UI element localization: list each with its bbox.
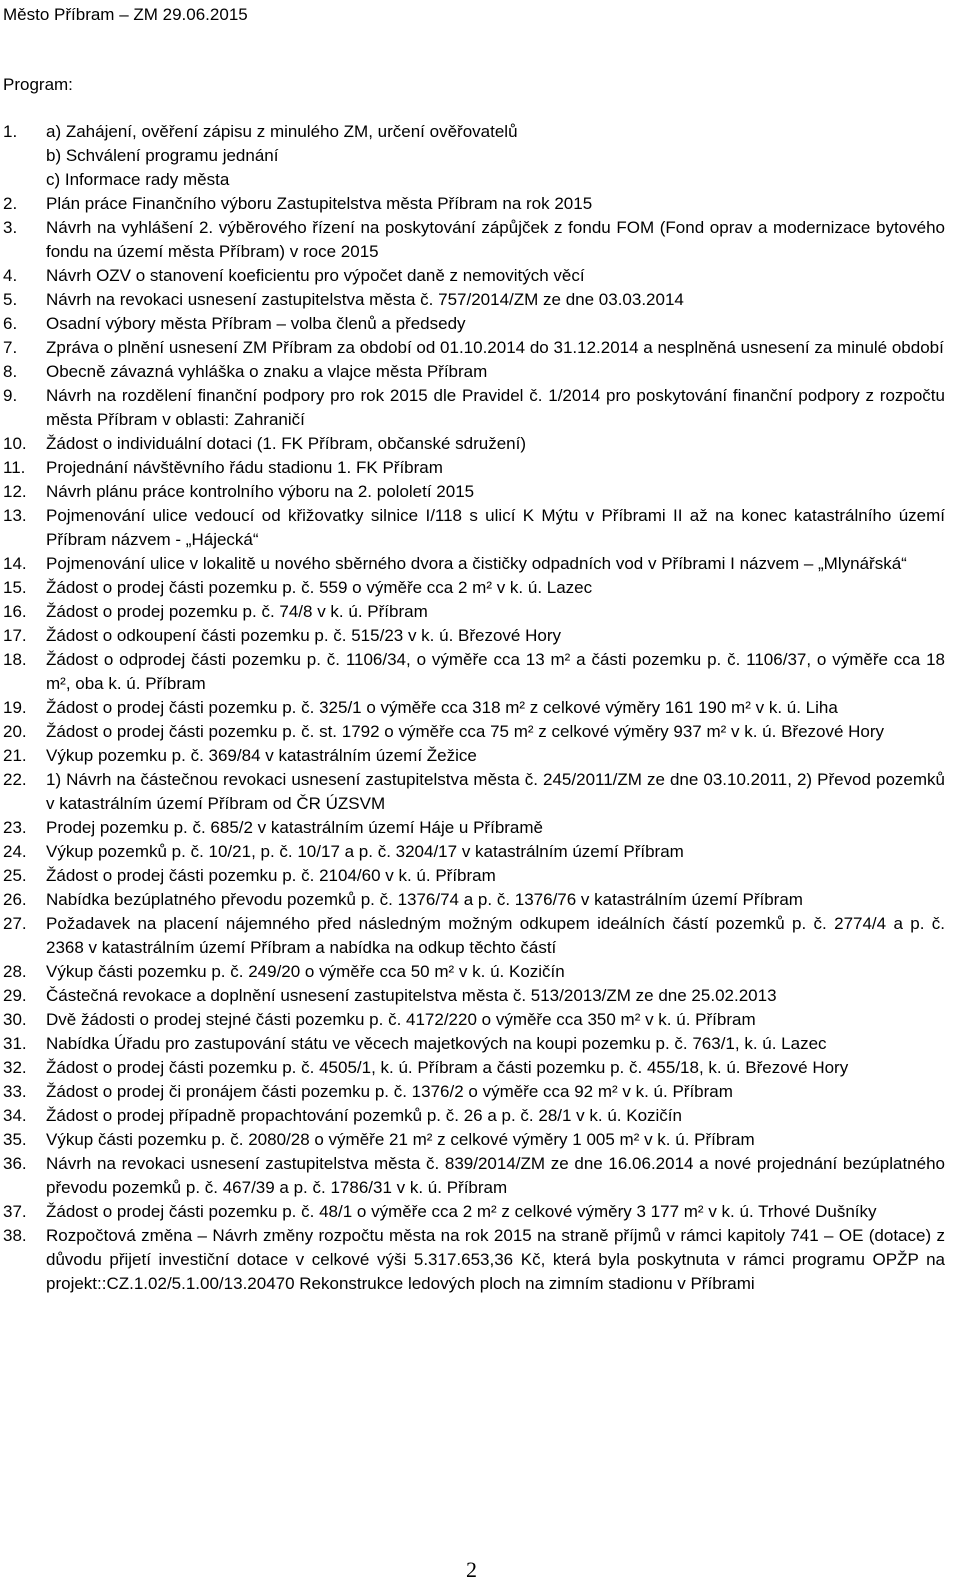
agenda-item — [3, 336, 945, 360]
agenda-item-text: Žádost o prodej části pozemku p. č. 4505/1, k. ú. Příbram a části pozemku p. č. 455/18, k. ú. Březové Hory — [46, 1058, 849, 1077]
agenda-item-number: 21. — [3, 746, 27, 765]
agenda-item-number: 38. — [3, 1226, 27, 1245]
agenda-item — [3, 312, 945, 336]
agenda-item — [3, 1104, 945, 1128]
agenda-item — [3, 1056, 945, 1080]
agenda-item-text: Žádost o prodej pozemku p. č. 74/8 v k. ú. Příbram — [46, 602, 428, 621]
agenda-item-number: 23. — [3, 818, 27, 837]
agenda-item — [3, 1080, 945, 1104]
agenda-item-number: 27. — [3, 914, 27, 933]
agenda-item — [3, 360, 945, 384]
agenda-subitem: a) Zahájení, ověření zápisu z minulého ZM, určení ověřovatelů — [46, 122, 518, 141]
agenda-item — [3, 384, 945, 432]
agenda-item-text: Návrh na revokaci usnesení zastupitelstva města č. 839/2014/ZM ze dne 16.06.2014 a nové projednání bezúplatného převodu pozemků p. č. 467/39 a p. č. 1786/31 v k. ú. Příbram — [46, 1154, 945, 1197]
agenda-item-text: Osadní výbory města Příbram – volba členů a předsedy — [46, 314, 466, 333]
agenda-item-number: 20. — [3, 722, 27, 741]
agenda-item-number: 4. — [3, 266, 18, 285]
agenda-item-text: Návrh na vyhlášení 2. výběrového řízení na poskytování zápůjček z fondu FOM (Fond oprav a modernizace bytového fondu na území města Příbram) v roce 2015 — [46, 218, 945, 261]
agenda-item — [3, 216, 945, 264]
agenda-item — [3, 1008, 945, 1032]
agenda-item-number: 14. — [3, 554, 27, 573]
agenda-item-number: 15. — [3, 578, 27, 597]
agenda-item-text: Výkup pozemku p. č. 369/84 v katastrálním území Žežice — [46, 746, 477, 765]
agenda-item-number: 34. — [3, 1106, 27, 1125]
agenda-item-number: 10. — [3, 434, 27, 453]
agenda-item-number: 29. — [3, 986, 27, 1005]
agenda-item-number: 33. — [3, 1082, 27, 1101]
agenda-item-text: Žádost o prodej části pozemku p. č. 48/1 o výměře cca 2 m² z celkové výměry 3 177 m² v k. ú. Trhové Dušníky — [46, 1202, 877, 1221]
agenda-item-text: Návrh na revokaci usnesení zastupitelstva města č. 757/2014/ZM ze dne 03.03.2014 — [46, 290, 684, 309]
agenda-item — [3, 768, 945, 816]
agenda-item — [3, 1200, 945, 1224]
agenda-item-number: 28. — [3, 962, 27, 981]
agenda-item — [3, 456, 945, 480]
agenda-item-number: 32. — [3, 1058, 27, 1077]
agenda-item — [3, 120, 945, 192]
agenda-item-text: Žádost o prodej části pozemku p. č. st. 1792 o výměře cca 75 m² z celkové výměry 937 m² v k. ú. Březové Hory — [46, 722, 885, 741]
agenda-item-text: Žádost o odkoupení části pozemku p. č. 515/23 v k. ú. Březové Hory — [46, 626, 561, 645]
agenda-item-number: 31. — [3, 1034, 27, 1053]
agenda-item-number: 16. — [3, 602, 27, 621]
agenda-item-text: Výkup části pozemku p. č. 2080/28 o výměře 21 m² z celkové výměry 1 005 m² v k. ú. Příbram — [46, 1130, 755, 1149]
agenda-item — [3, 480, 945, 504]
agenda-item-number: 12. — [3, 482, 27, 501]
agenda-item-text: Návrh na rozdělení finanční podpory pro rok 2015 dle Pravidel č. 1/2014 pro poskytování finanční podpory z rozpočtu města Příbram v oblasti: Zahraničí — [46, 386, 945, 429]
agenda-item-text: Žádost o odprodej části pozemku p. č. 1106/34, o výměře cca 13 m² a části pozemku p. č. 1106/37, o výměře cca 18 m², oba k. ú. Příbram — [46, 650, 945, 693]
agenda-item-number: 19. — [3, 698, 27, 717]
agenda-item-number: 2. — [3, 194, 18, 213]
agenda-item-text: Plán práce Finančního výboru Zastupitelstva města Příbram na rok 2015 — [46, 194, 593, 213]
agenda-item-number: 17. — [3, 626, 27, 645]
agenda-item-number: 30. — [3, 1010, 27, 1029]
agenda-item-text: Výkup části pozemku p. č. 249/20 o výměře cca 50 m² v k. ú. Kozičín — [46, 962, 565, 981]
agenda-item-text: Žádost o prodej či pronájem části pozemku p. č. 1376/2 o výměře cca 92 m² v k. ú. Příbram — [46, 1082, 733, 1101]
agenda-item — [3, 504, 945, 552]
agenda-item — [3, 984, 945, 1008]
agenda-item-text: Nabídka Úřadu pro zastupování státu ve věcech majetkových na koupi pozemku p. č. 763/1, k. ú. Lazec — [46, 1034, 827, 1053]
agenda-item — [3, 816, 945, 840]
agenda-item-text: Částečná revokace a doplnění usnesení zastupitelstva města č. 513/2013/ZM ze dne 25.02.2013 — [46, 986, 777, 1005]
agenda-item-text: Rozpočtová změna – Návrh změny rozpočtu města na rok 2015 na straně příjmů v rámci kapitoly 741 – OE (dotace) z důvodu přijetí investiční dotace v celkové výši 5.317.653,36 Kč, která byla poskytnuta v rámci programu OPŽP na projekt::CZ.1.02/5.1.00/13.20470 Rekonstrukce ledových ploch na zimním stadionu v Příbrami — [46, 1226, 945, 1293]
page-number: 2 — [466, 1557, 477, 1582]
agenda-item — [3, 264, 945, 288]
agenda-item — [3, 432, 945, 456]
agenda-item — [3, 888, 945, 912]
agenda-item-text: Zpráva o plnění usnesení ZM Příbram za období od 01.10.2014 do 31.12.2014 a nesplněná usnesení za minulé období — [46, 338, 944, 357]
agenda-subitem: b) Schválení programu jednání — [46, 146, 279, 165]
agenda-item-text: Nabídka bezúplatného převodu pozemků p. č. 1376/74 a p. č. 1376/76 v katastrálním území Příbram — [46, 890, 803, 909]
agenda-item-text: Požadavek na placení nájemného před následným možným odkupem ideálních částí pozemků p. č. 2774/4 a p. č. 2368 v katastrálním území Příbram a nabídka na odkup těchto částí — [46, 914, 945, 957]
agenda-item-number: 9. — [3, 386, 18, 405]
agenda-item-number: 13. — [3, 506, 27, 525]
agenda-item-number: 18. — [3, 650, 27, 669]
agenda-subitem: c) Informace rady města — [46, 170, 230, 189]
agenda-item-number: 24. — [3, 842, 27, 861]
agenda-item-text: Žádost o prodej části pozemku p. č. 2104/60 v k. ú. Příbram — [46, 866, 496, 885]
agenda-item — [3, 1224, 945, 1296]
agenda-item-number: 7. — [3, 338, 18, 357]
agenda-item-text: Dvě žádosti o prodej stejné části pozemku p. č. 4172/220 o výměře cca 350 m² v k. ú. Příbram — [46, 1010, 756, 1029]
agenda-item — [3, 648, 945, 696]
agenda-item-text: 1) Návrh na částečnou revokaci usnesení zastupitelstva města č. 245/2011/ZM ze dne 03.10.2011, 2) Převod pozemků v katastrálním území Příbram od ČR ÚZSVM — [46, 770, 945, 813]
agenda-item-text: Žádost o individuální dotaci (1. FK Příbram, občanské sdružení) — [46, 434, 527, 453]
agenda-list — [3, 120, 945, 1296]
agenda-item-text: Návrh plánu práce kontrolního výboru na 2. pololetí 2015 — [46, 482, 475, 501]
agenda-item-text: Žádost o prodej části pozemku p. č. 325/1 o výměře cca 318 m² z celkové výměry 161 190 m² v k. ú. Liha — [46, 698, 838, 717]
agenda-item-number: 3. — [3, 218, 18, 237]
agenda-item — [3, 864, 945, 888]
agenda-item — [3, 840, 945, 864]
agenda-item-text: Žádost o prodej případně propachtování pozemků p. č. 26 a p. č. 28/1 v k. ú. Kozičín — [46, 1106, 682, 1125]
agenda-item-number: 35. — [3, 1130, 27, 1149]
agenda-item — [3, 696, 945, 720]
agenda-item — [3, 1128, 945, 1152]
agenda-item-number: 37. — [3, 1202, 27, 1221]
document-header: Město Příbram – ZM 29.06.2015 — [3, 5, 248, 24]
agenda-item — [3, 1032, 945, 1056]
agenda-item-text: Obecně závazná vyhláška o znaku a vlajce města Příbram — [46, 362, 488, 381]
agenda-item-number: 5. — [3, 290, 18, 309]
agenda-item-number: 6. — [3, 314, 18, 333]
agenda-item-number: 25. — [3, 866, 27, 885]
agenda-item — [3, 744, 945, 768]
agenda-item — [3, 624, 945, 648]
agenda-item — [3, 600, 945, 624]
agenda-item-number: 36. — [3, 1154, 27, 1173]
agenda-item-number: 26. — [3, 890, 27, 909]
agenda-item — [3, 192, 945, 216]
agenda-item-text: Žádost o prodej části pozemku p. č. 559 o výměře cca 2 m² v k. ú. Lazec — [46, 578, 593, 597]
agenda-item — [3, 1152, 945, 1200]
agenda-item-text: Výkup pozemků p. č. 10/21, p. č. 10/17 a p. č. 3204/17 v katastrálním území Příbram — [46, 842, 684, 861]
agenda-item — [3, 288, 945, 312]
agenda-item — [3, 720, 945, 744]
agenda-item-number: 11. — [3, 458, 26, 477]
agenda-item — [3, 552, 945, 576]
agenda-item-number: 1. — [3, 122, 18, 141]
agenda-item — [3, 960, 945, 984]
agenda-item-text: Pojmenování ulice vedoucí od křižovatky silnice I/118 s ulicí K Mýtu v Příbrami II až na konec katastrálního území Příbram názvem - „Hájecká“ — [46, 506, 945, 549]
agenda-item-text: Návrh OZV o stanovení koeficientu pro výpočet daně z nemovitých věcí — [46, 266, 585, 285]
agenda-item-number: 22. — [3, 770, 27, 789]
agenda-item — [3, 912, 945, 960]
agenda-item-text: Pojmenování ulice v lokalitě u nového sběrného dvora a čističky odpadních vod v Příbrami I názvem – „Mlynářská“ — [46, 554, 907, 573]
agenda-item-text: Projednání návštěvního řádu stadionu 1. FK Příbram — [46, 458, 443, 477]
program-label: Program: — [3, 75, 73, 94]
agenda-item-text: Prodej pozemku p. č. 685/2 v katastrálním území Háje u Příbramě — [46, 818, 544, 837]
agenda-item-number: 8. — [3, 362, 18, 381]
agenda-item — [3, 576, 945, 600]
